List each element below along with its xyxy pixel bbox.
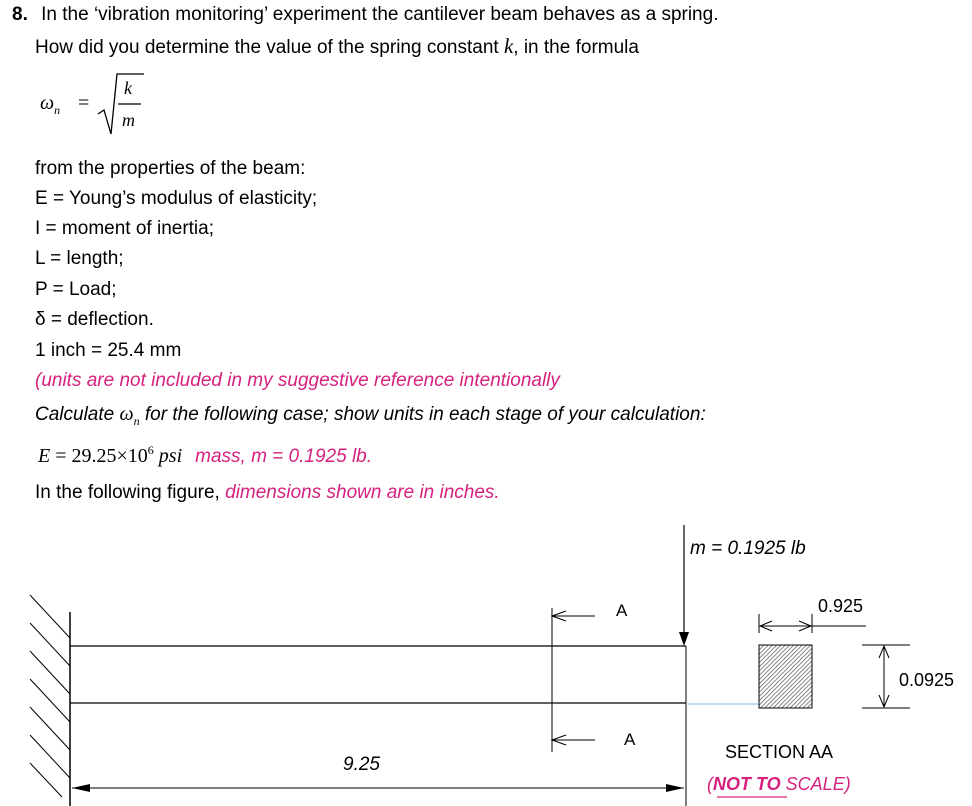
scale-note xyxy=(707,774,851,795)
property-item: P = Load; xyxy=(35,279,117,300)
height-label: 0.0925 xyxy=(899,670,955,690)
natural-frequency-formula xyxy=(40,72,160,142)
given-values xyxy=(38,445,372,468)
units-note: (units are not included in my suggestive reference intentionally xyxy=(35,370,560,391)
section-label-top: A xyxy=(616,601,628,620)
formula-omega: ω xyxy=(40,92,55,114)
question-number: 8. xyxy=(12,4,28,25)
section-title: SECTION AA xyxy=(725,742,834,762)
question-text-2a: How did you determine the value of the spring constant xyxy=(35,37,504,58)
given-mass: mass, m = 0.1925 lb. xyxy=(195,446,373,467)
calc-omega: ω xyxy=(119,403,134,425)
question-line-1 xyxy=(12,4,718,26)
figure-intro-text: In the following figure, xyxy=(35,482,226,503)
width-label: 0.925 xyxy=(818,596,864,616)
scale-not-to: NOT TO xyxy=(713,774,781,794)
formula-denominator: m xyxy=(122,110,135,130)
cross-section-hatched xyxy=(759,645,812,708)
question-text-1: In the ‘vibration monitoring’ experiment the cantilever beam behaves as a spring. xyxy=(41,4,719,25)
calculate-instruction xyxy=(35,403,706,426)
given-e-symbol: E xyxy=(38,445,51,467)
property-item: E = Young’s modulus of elasticity; xyxy=(35,188,318,209)
length-label: 9.25 xyxy=(343,754,380,775)
sqrt-sign xyxy=(40,72,150,142)
formula-sub-n: n xyxy=(54,103,61,117)
property-item: δ = deflection. xyxy=(35,309,154,330)
given-e-exponent: 6 xyxy=(147,443,154,457)
spring-constant-k: k xyxy=(503,34,514,58)
calc-text-a: Calculate xyxy=(35,404,120,425)
question-line-2 xyxy=(35,34,639,59)
formula-numerator: k xyxy=(124,78,132,98)
formula-equals: = xyxy=(78,92,90,114)
calc-text-b: for the following case; show units in each stage of your calculation: xyxy=(139,404,706,425)
given-e-value: = 29.25×10 xyxy=(50,445,148,467)
length-dimension xyxy=(72,784,684,792)
load-arrow xyxy=(679,525,689,646)
given-e-unit: psi xyxy=(153,445,183,467)
section-label-bottom: A xyxy=(624,730,636,749)
figure-intro xyxy=(35,482,500,504)
property-item: L = length; xyxy=(35,248,124,269)
scale-rest: SCALE) xyxy=(780,774,851,794)
property-item: I = moment of inertia; xyxy=(35,218,214,239)
property-item: 1 inch = 25.4 mm xyxy=(35,340,182,361)
fixed-wall xyxy=(30,595,70,806)
figure-intro-units: dimensions shown are in inches. xyxy=(225,482,500,503)
mass-label: m = 0.1925 lb xyxy=(690,538,806,559)
section-cut-line xyxy=(552,608,595,752)
scale-open: ( xyxy=(707,774,713,794)
cantilever-beam xyxy=(70,646,686,806)
calc-sub-n: n xyxy=(133,414,140,428)
question-text-2b: , in the formula xyxy=(513,37,639,58)
properties-intro: from the properties of the beam: xyxy=(35,158,306,179)
